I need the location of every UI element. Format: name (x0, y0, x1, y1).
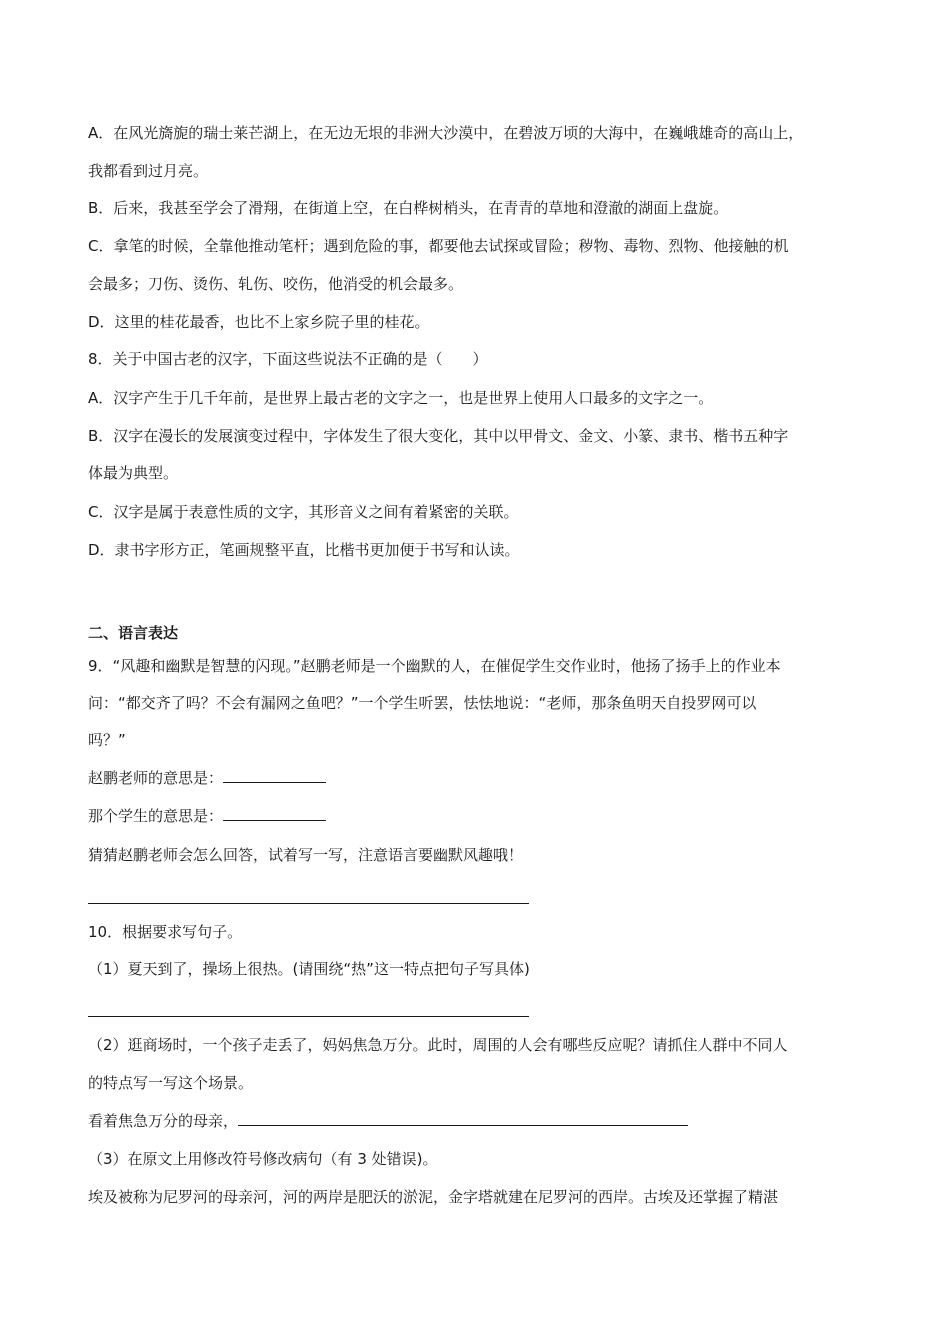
q8-option-b-line2: 体最为典型。 (88, 464, 179, 482)
q9-prompt-2: 那个学生的意思是： (88, 807, 224, 825)
q9-prompt-3: 猜猜赵鹏老师会怎么回答，试着写一写，注意语言要幽默风趣哦！ (88, 846, 524, 864)
q10-sub2-answer-blank[interactable] (238, 1111, 688, 1126)
q10-sub3-text: 埃及被称为尼罗河的母亲河，河的两岸是肥沃的淤泥，金字塔就建在尼罗河的西岸。古埃及还掌握了精湛 (88, 1188, 779, 1206)
q10-sub2-answer-row (88, 1111, 688, 1131)
q10-sub2-line1: （2）逛商场时，一个孩子走丢了，妈妈焦急万分。此时，周围的人会有哪些反应呢？请抓住人群中不同人 (88, 1036, 788, 1054)
q8-option-a: A．汉字产生于几千年前，是世界上最古老的文字之一，也是世界上使用人口最多的文字之一。 (88, 389, 714, 407)
q9-answer-row-2 (88, 806, 326, 826)
q10-sub2-prompt: 看着焦急万分的母亲， (88, 1112, 239, 1130)
q9-answer-blank-1[interactable] (223, 768, 326, 783)
q9-stem-line2: 问：“都交齐了吗？不会有漏网之鱼吧？”一个学生听罢，怯怯地说：“老师，那条鱼明天自投罗网可以 (88, 694, 757, 712)
q10-sub3: （3）在原文上用修改符号修改病句（有 3 处错误)。 (88, 1150, 438, 1168)
q8-option-d: D．隶书字形方正，笔画规整平直，比楷书更加便于书写和认读。 (88, 541, 520, 559)
q10-sub1-answer-line[interactable] (88, 1016, 529, 1017)
q7-option-c-line1: C．拿笔的时候，全靠他推动笔杆；遇到危险的事，都要他去试探或冒险；秽物、毒物、烈物、他接触的机 (88, 237, 789, 255)
section-heading: 二、语言表达 (88, 624, 179, 642)
q9-stem-line3: 吗？” (88, 731, 126, 749)
q7-option-b: B．后来，我甚至学会了滑翔，在街道上空，在白桦树梢头，在青青的草地和澄澈的湖面上盘旋。 (88, 199, 729, 217)
q7-option-a-line2: 我都看到过月亮。 (88, 162, 209, 180)
q8-option-c: C．汉字是属于表意性质的文字，其形音义之间有着紧密的关联。 (88, 503, 519, 521)
q10-sub1: （1）夏天到了，操场上很热。(请围绕“热”这一特点把句子写具体) (88, 960, 530, 978)
q10-stem: 10．根据要求写句子。 (88, 923, 243, 941)
q9-answer-blank-2[interactable] (223, 806, 326, 821)
q8-stem: 8．关于中国古老的汉字，下面这些说法不正确的是（ ） (88, 350, 488, 368)
q7-option-d: D．这里的桂花最香，也比不上家乡院子里的桂花。 (88, 313, 430, 331)
q9-stem-line1: 9．“风趣和幽默是智慧的闪现。”赵鹏老师是一个幽默的人，在催促学生交作业时，他扬了扬手上的作业本 (88, 657, 781, 675)
q7-option-c-line2: 会最多；刀伤、烫伤、轧伤、咬伤，他消受的机会最多。 (88, 275, 464, 293)
q7-option-a-line1: A．在风光旖旎的瑞士莱芒湖上，在无边无垠的非洲大沙漠中，在碧波万顷的大海中，在巍峨雄奇的高山上， (88, 124, 804, 142)
q10-sub2-line2: 的特点写一写这个场景。 (88, 1074, 254, 1092)
q9-answer-line[interactable] (88, 903, 529, 904)
q9-answer-row-1 (88, 768, 326, 788)
q8-option-b-line1: B．汉字在漫长的发展演变过程中，字体发生了很大变化，其中以甲骨文、金文、小篆、隶书、楷书五种字 (88, 427, 789, 445)
q9-prompt-1: 赵鹏老师的意思是： (88, 769, 224, 787)
